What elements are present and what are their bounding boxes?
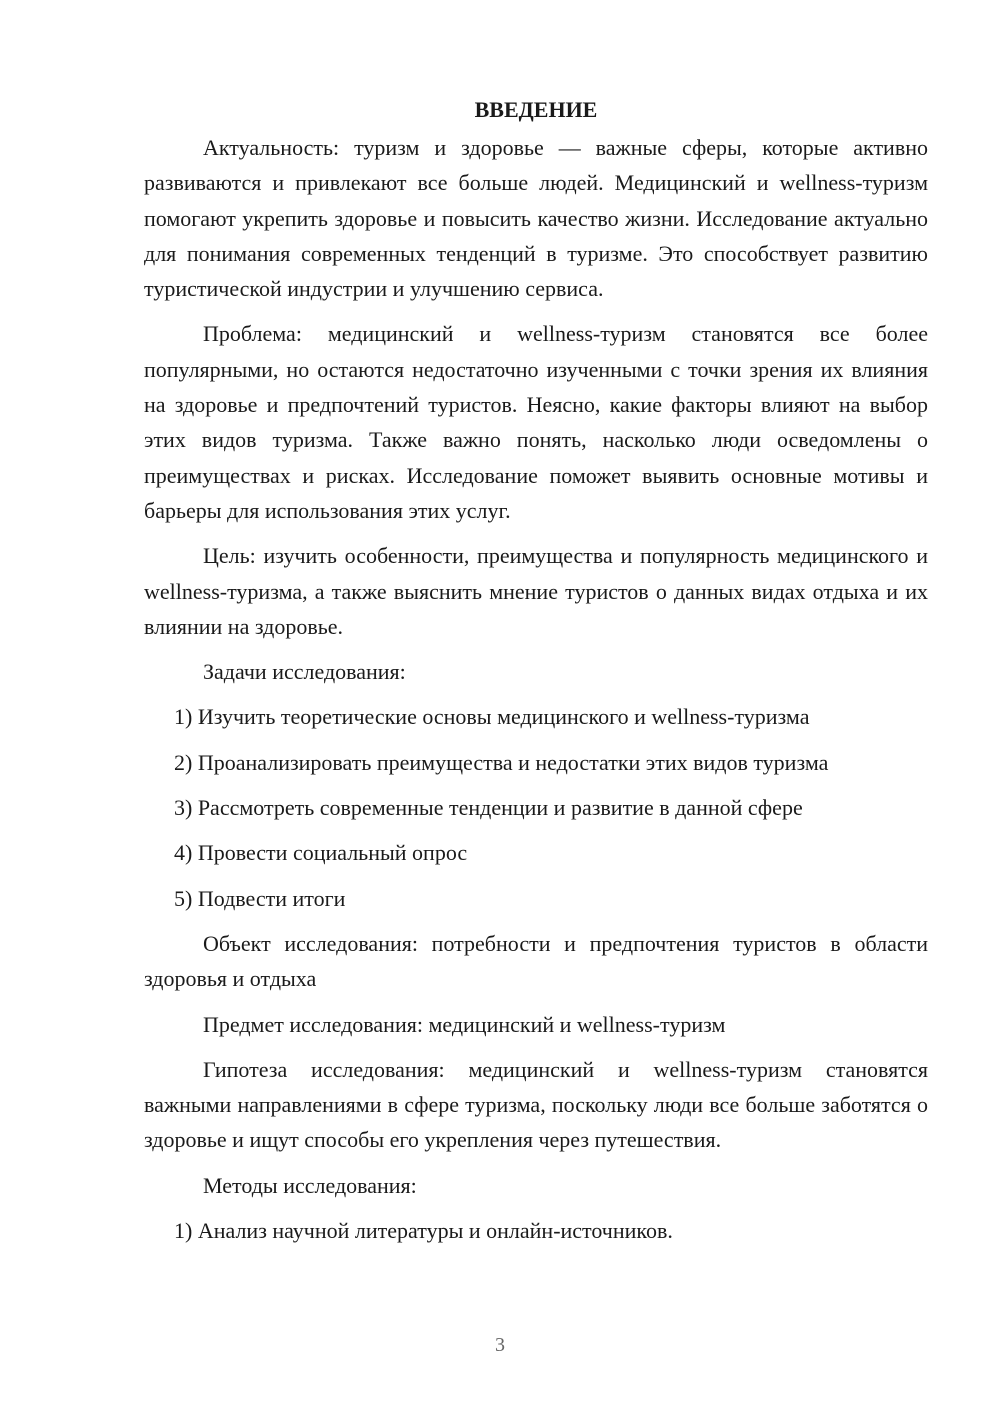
subject-paragraph: Предмет исследования: медицинский и wellness-туризм	[203, 1011, 726, 1037]
method-item: 1) Анализ научной литературы и онлайн-источников.	[174, 1218, 673, 1244]
task-item: 2) Проанализировать преимущества и недостатки этих видов туризма	[174, 749, 829, 775]
tasks-heading: Задачи исследования:	[203, 659, 406, 685]
tasks-list	[144, 699, 928, 915]
methods-list	[144, 1213, 928, 1248]
goal-paragraph: Цель: изучить особенности, преимущества и популярность медицинского и wellness-туризма, а также выяснить мнение туристов о данных видах отдыха и их влиянии на здоровье.	[144, 543, 928, 639]
task-item: 5) Подвести итоги	[174, 885, 346, 911]
object-paragraph: Объект исследования: потребности и предпочтения туристов в области здоровья и отдыха	[144, 930, 928, 992]
page-title: ВВЕДЕНИЕ	[474, 97, 598, 122]
page-number: 3	[495, 1334, 505, 1356]
task-item: 4) Провести социальный опрос	[174, 840, 468, 866]
document-page	[144, 96, 928, 1258]
task-item: 3) Рассмотреть современные тенденции и развитие в данной сфере	[174, 795, 803, 821]
task-item: 1) Изучить теоретические основы медицинского и wellness-туризма	[174, 704, 810, 730]
problem-paragraph: Проблема: медицинский и wellness-туризм становятся все более популярными, но остаются недостаточно изученными с точки зрения их влияния на здоровье и предпочтений туристов. Неясно, какие факторы влияют на выбор этих видов туризма. Также важно понять, насколько люди осведомлены о преимуществах и рисках. Исследование поможет выявить основные мотивы и барьеры для использования этих услуг.	[144, 321, 928, 523]
methods-heading: Методы исследования:	[203, 1172, 417, 1198]
hypothesis-paragraph: Гипотеза исследования: медицинский и wellness-туризм становятся важными направлениями в сфере туризма, поскольку люди все больше заботятся о здоровье и ищут способы его укрепления через путешествия.	[144, 1056, 928, 1153]
relevance-paragraph: Актуальность: туризм и здоровье — важные сферы, которые активно развиваются и привлекают все больше людей. Медицинский и wellness-туризм помогают укрепить здоровье и повысить качество жизни. Исследование актуально для понимания современных тенденций в туризме. Это способствует развитию туристической индустрии и улучшению сервиса.	[144, 135, 928, 302]
